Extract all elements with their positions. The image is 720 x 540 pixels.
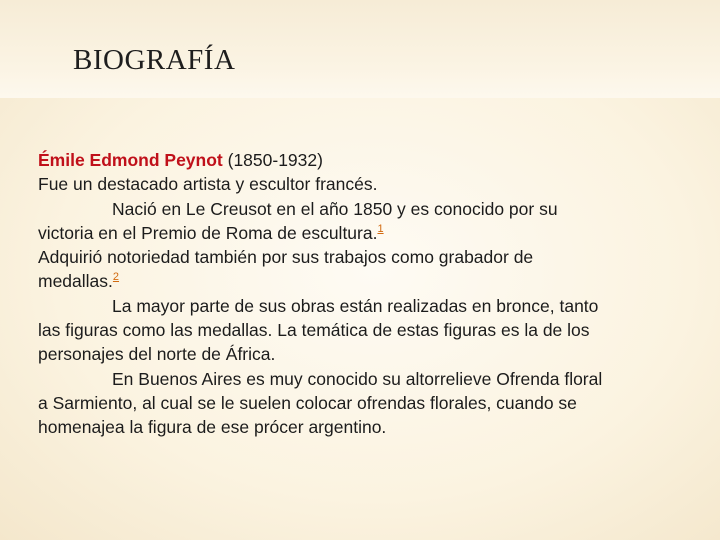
artist-name: Émile Edmond Peynot <box>38 150 223 170</box>
text-line: a Sarmiento, al cual se le suelen colocar ofrendas florales, cuando se <box>38 392 577 413</box>
text-line: Adquirió notoriedad también por sus trabajos como grabador de <box>38 247 534 268</box>
footnote-link-1[interactable]: 1 <box>377 222 384 235</box>
text-segment: victoria en el Premio de Roma de escultura. <box>38 222 378 243</box>
text-line: En Buenos Aires es muy conocido su altorrelieve Ofrenda floral <box>112 368 603 389</box>
text-line: las figuras como las medallas. La temática de estas figuras es la de los <box>38 320 590 341</box>
biography-text <box>38 148 688 440</box>
text-segment: medallas. <box>38 271 113 292</box>
text-line: La mayor parte de sus obras están realizadas en bronce, tanto <box>112 295 599 316</box>
artist-years: (1850-1932) <box>222 150 323 170</box>
text-line <box>38 221 688 245</box>
footnote-ref-1[interactable] <box>377 223 383 235</box>
text-line: Nació en Le Creusot en el año 1850 y es conocido por su <box>112 198 558 219</box>
text-line: personajes del norte de África. <box>38 344 276 365</box>
text-line: homenajea la figura de ese prócer argentino. <box>38 417 387 438</box>
text-line: Fue un destacado artista y escultor francés. <box>38 174 378 195</box>
text-line <box>38 269 688 293</box>
heading-line <box>38 148 688 172</box>
footnote-ref-2[interactable] <box>113 271 119 283</box>
slide-title: BIOGRAFÍA <box>73 44 236 76</box>
footnote-link-2[interactable]: 2 <box>112 271 120 284</box>
